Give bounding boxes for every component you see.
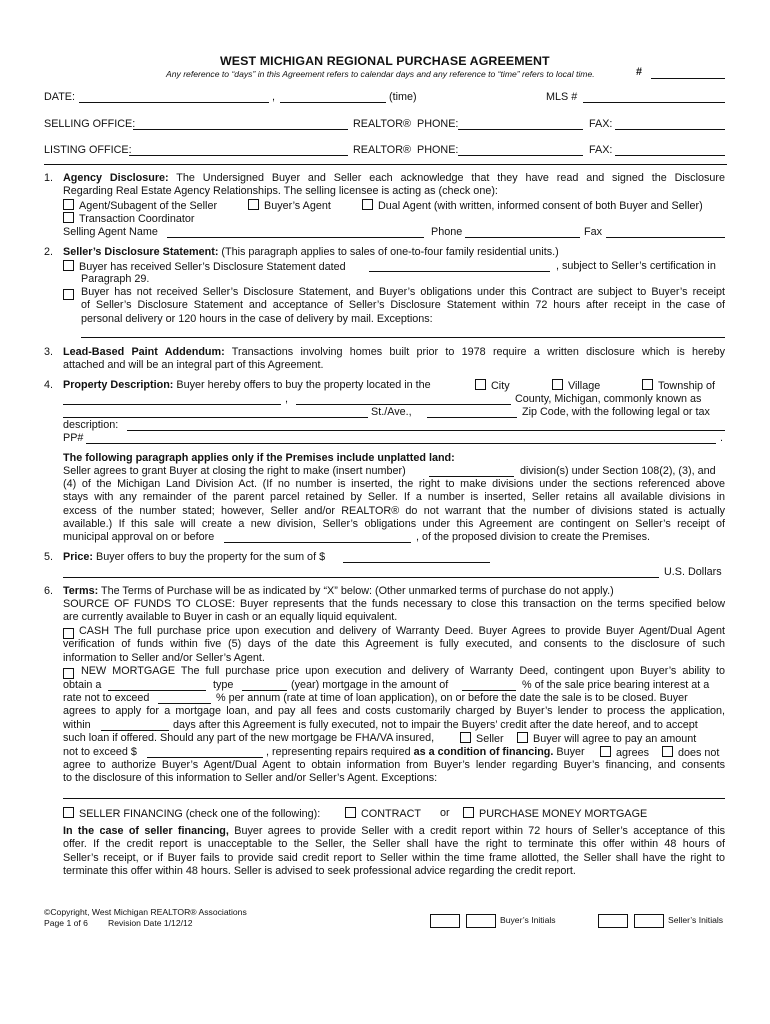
date-comma: , <box>272 91 275 103</box>
pp-number-field[interactable] <box>86 443 716 444</box>
checkbox-new-mortgage[interactable] <box>63 668 74 679</box>
mortgage-type-field[interactable] <box>108 690 206 691</box>
option-disclosure-received[interactable]: Buyer has received Seller’s Disclosure Statement dated <box>63 260 346 274</box>
mls-label: MLS # <box>546 91 578 103</box>
option-fha-buyer[interactable]: Buyer will agree to pay an amount <box>517 732 696 746</box>
price-written-field[interactable] <box>63 577 659 578</box>
listing-realtor-label: REALTOR® <box>353 144 411 156</box>
section-2-title: Seller’s Disclosure Statement: (This paragraph applies to sales of one-to-four family residential units.) <box>63 246 559 258</box>
checkbox[interactable] <box>63 807 74 818</box>
municipal-approval-date-field[interactable] <box>224 542 411 543</box>
section-2-number: 2. <box>44 246 54 258</box>
buyer-initials-box-1[interactable] <box>430 914 460 928</box>
divisions-number-field[interactable] <box>429 476 514 477</box>
section-5-number: 5. <box>44 551 54 563</box>
street-label: St./Ave., <box>371 406 412 418</box>
section-5-heading: Price: <box>63 551 94 563</box>
checkbox[interactable] <box>517 732 528 743</box>
unplatted-land-heading: The following paragraph applies only if the Premises include unplatted land: <box>63 452 455 464</box>
nm-not-exceed-label: not to exceed $ <box>63 746 137 758</box>
seller-initials-box-2[interactable] <box>634 914 664 928</box>
section-6-heading: Terms: <box>63 585 99 597</box>
checkbox-disclosure-not-received[interactable] <box>63 289 74 300</box>
unplatted-text-1a: Seller agrees to grant Buyer at closing the right to make (insert number) <box>63 465 406 477</box>
selling-realtor-label: REALTOR® <box>353 118 411 130</box>
section-1-number: 1. <box>44 172 54 184</box>
nm-rate-label: rate not to exceed <box>63 692 150 704</box>
nm-interest-label: % of the sale price bearing interest at a <box>522 679 710 691</box>
mortgage-percent-field[interactable] <box>462 690 516 691</box>
option-buyers-agent[interactable]: Buyer’s Agent <box>248 199 331 213</box>
new-mortgage-consent-text: agree to authorize Buyer’s Agent/Dual Agent to obtain information from Buyer’s lender regarding Buyer’s financing, and consents to the disclosure of this information to Seller and/or Seller’s Agent. Exceptions: <box>63 759 725 785</box>
seller-financing-text: In the case of seller financing, Buyer agrees to provide Seller with a credit report within 72 hours of Seller’s acceptance of this offer. If the credit report is unacceptable to the Seller, the Seller shall have the right to terminate this offer within 48 hours of Seller’s receipt, or if Buyer fails to provide said credit report to Seller within the time frame allotted, the Seller shall have the right to terminate this offer within 48 hours. Seller is advised to seek professional advice regarding the credit report. <box>63 825 725 877</box>
new-mortgage-line-1: NEW MORTGAGE The full purchase price upon execution and delivery of Warranty Deed, contingent upon Buyer’s ability to <box>81 665 725 677</box>
unplatted-land-text: (4) of the Michigan Land Division Act. (If no number is inserted, the right to make divisions under the sections referenced above stays with any remainder of the parent parcel retained by Seller. If a number is inserted, Seller retains all available divisions in excess of the number stated; however, Seller and/or REALTOR® do not warrant that the number of divisions stated is actually available.) If this sale will create a new division, Seller’s obligations under this Agreement are contingent on Seller’s receipt of <box>63 478 725 530</box>
selling-office-label: SELLING OFFICE: <box>44 118 136 130</box>
section-4-title: Property Description: Buyer hereby offers to buy the property located in the <box>63 379 431 391</box>
municipal-approval-text: , of the proposed division to create the Premises. <box>416 531 651 543</box>
section-6-title: Terms: The Terms of Purchase will be as indicated by “X” below: (Other unmarked terms of purchase do not apply.) <box>63 585 614 597</box>
checkbox[interactable] <box>63 199 74 210</box>
or-label: or <box>440 807 450 819</box>
nm-fha-text: such loan if offered. Should any part of the new mortgage be FHA/VA insured, <box>63 732 435 744</box>
disclosure-date-field[interactable] <box>369 271 550 272</box>
zip-code-field[interactable] <box>427 417 517 418</box>
listing-office-field[interactable] <box>129 155 348 156</box>
disclosure-not-received-text: Buyer has not received Seller’s Disclosure Statement, and Buyer’s obligations under this Contract are subject to Buyer’s receipt of Seller’s Disclosure Statement and acceptance of Seller’s Disclosure Statement within 72 hours after receipt in the case of personal delivery or 120 hours in the case of delivery by mail. Exceptions: <box>81 286 725 325</box>
option-township[interactable]: Township of <box>642 379 715 393</box>
option-seller-financing[interactable]: SELLER FINANCING (check one of the following): <box>63 807 320 821</box>
header-divider <box>44 164 727 165</box>
municipal-approval-label: municipal approval on or before <box>63 531 215 543</box>
copyright-text: ©Copyright, West Michigan REALTOR® Associations <box>44 907 247 917</box>
listing-phone-field[interactable] <box>458 155 583 156</box>
selling-agent-fax-label: Fax <box>584 226 602 238</box>
hash-label: # <box>636 66 643 78</box>
nm-within-label: within <box>63 719 91 731</box>
checkbox[interactable] <box>460 732 471 743</box>
nm-days-text: days after this Agreement is fully executed, not to impair the Buyers’ credit after the date hereof, and to accept <box>173 719 698 731</box>
option-agent-subagent[interactable]: Agent/Subagent of the Seller <box>63 199 217 213</box>
option-city[interactable]: City <box>475 379 510 393</box>
disclosure-certification-text: , subject to Seller’s certification in <box>556 260 716 272</box>
mls-field[interactable] <box>583 102 725 103</box>
section-3-heading: Lead-Based Paint Addendum: <box>63 346 225 358</box>
checkbox[interactable] <box>362 199 373 210</box>
agreement-number-field[interactable] <box>651 78 725 79</box>
nm-per-annum-text: % per annum (rate at time of loan application), on or before the date the sale is to be closed. Buyer <box>216 692 688 704</box>
nm-obtain-label: obtain a <box>63 679 102 691</box>
municipality-comma: , <box>285 393 288 405</box>
selling-agent-phone-field[interactable] <box>465 237 580 238</box>
selling-agent-phone-label: Phone <box>431 226 463 238</box>
section-3-text: Lead-Based Paint Addendum: Transactions involving homes built prior to 1978 require a written disclosure which is hereby attached and will be an integral part of this Agreement. <box>63 346 725 372</box>
listing-fax-label: FAX: <box>589 144 613 156</box>
section-3-number: 3. <box>44 346 54 358</box>
checkbox[interactable] <box>248 199 259 210</box>
seller-initials-label: Seller’s Initials <box>668 915 724 925</box>
listing-fax-field[interactable] <box>615 155 725 156</box>
source-of-funds-text: SOURCE OF FUNDS TO CLOSE: Buyer represents that the funds necessary to close this transaction on the terms specified below are currently available to Buyer in cash or an equally liquid equivalent. <box>63 598 725 624</box>
option-buyer-does-not[interactable]: does not <box>662 746 719 760</box>
revision-date: Revision Date 1/12/12 <box>108 918 193 928</box>
time-field[interactable] <box>280 102 386 103</box>
county-field[interactable] <box>296 404 511 405</box>
section-5-title: Price: Buyer offers to buy the property for the sum of $ <box>63 551 326 563</box>
description-label: description: <box>63 419 119 431</box>
paragraph-29-text: Paragraph 29. <box>81 273 150 285</box>
us-dollars-label: U.S. Dollars <box>664 566 722 578</box>
legal-description-field[interactable] <box>127 430 725 431</box>
checkbox[interactable] <box>463 807 474 818</box>
checkbox[interactable] <box>63 212 74 223</box>
option-purchase-money-mortgage[interactable]: PURCHASE MONEY MORTGAGE <box>463 807 647 821</box>
checkbox[interactable] <box>345 807 356 818</box>
checkbox[interactable] <box>475 379 486 390</box>
listing-office-label: LISTING OFFICE: <box>44 144 132 156</box>
option-village[interactable]: Village <box>552 379 600 393</box>
section-4-number: 4. <box>44 379 54 391</box>
selling-fax-field[interactable] <box>615 129 725 130</box>
checkbox[interactable] <box>63 260 74 271</box>
document-subtitle: Any reference to “days” in this Agreement refers to calendar days and any reference to “time” refers to local time. <box>166 69 595 79</box>
section-2-heading: Seller’s Disclosure Statement: <box>63 246 219 258</box>
nm-type-label: type <box>213 679 234 691</box>
time-label: (time) <box>389 91 417 103</box>
application-days-field[interactable] <box>101 730 169 731</box>
checkbox[interactable] <box>600 746 611 757</box>
street-address-field[interactable] <box>63 417 368 418</box>
section-1-heading: Agency Disclosure: <box>63 172 169 184</box>
option-fha-seller[interactable]: Seller <box>460 732 504 746</box>
mortgage-exceptions-field[interactable] <box>63 798 725 799</box>
zip-code-label: Zip Code, with the following legal or tax <box>522 406 710 418</box>
price-amount-field[interactable] <box>343 562 490 563</box>
selling-office-field[interactable] <box>133 129 348 130</box>
page-number: Page 1 of 6 <box>44 918 88 928</box>
unplatted-text-1b: division(s) under Section 108(2), (3), and <box>520 465 716 477</box>
interest-rate-field[interactable] <box>158 703 211 704</box>
selling-fax-label: FAX: <box>589 118 613 130</box>
new-mortgage-line-4: agrees to apply for a mortgage loan, and pay all fees and costs customarily charged by Buyer’s lender to process the application, <box>63 705 725 717</box>
cash-text: CASH The full purchase price upon execution and delivery of Warranty Deed. Buyer Agrees to provide Buyer Agent/Dual Agent verification of funds within five (5) days of the date this Agreement is fully executed, and consents to the disclosure of such information to Seller and/or Seller’s Agent. <box>63 625 725 664</box>
nm-amount-label: (year) mortgage in the amount of <box>291 679 449 691</box>
option-contract[interactable]: CONTRACT <box>345 807 421 821</box>
option-buyer-agrees[interactable]: agrees <box>600 746 649 760</box>
buyer-initials-box-2[interactable] <box>466 914 496 928</box>
checkbox[interactable] <box>662 746 673 757</box>
section-1-text: Agency Disclosure: The Undersigned Buyer and Seller each acknowledge that they have read and signed the Disclosure Regarding Real Estate Agency Relationships. The selling licensee is acting as (check one): <box>63 172 725 198</box>
document-title: WEST MICHIGAN REGIONAL PURCHASE AGREEMENT <box>220 54 550 68</box>
municipality-field[interactable] <box>63 404 281 405</box>
pp-label: PP# <box>63 432 84 444</box>
mortgage-years-field[interactable] <box>242 690 287 691</box>
date-label: DATE: <box>44 91 75 103</box>
listing-phone-label: PHONE: <box>417 144 459 156</box>
selling-agent-label: Selling Agent Name <box>63 226 158 238</box>
date-field[interactable] <box>79 102 269 103</box>
repairs-amount-field[interactable] <box>147 757 263 758</box>
selling-phone-label: PHONE: <box>417 118 459 130</box>
checkbox[interactable] <box>552 379 563 390</box>
checkbox[interactable] <box>642 379 653 390</box>
seller-financing-heading: In the case of seller financing, <box>63 825 229 837</box>
selling-phone-field[interactable] <box>458 129 583 130</box>
county-label: County, Michigan, commonly known as <box>515 393 702 405</box>
selling-agent-fax-field[interactable] <box>606 237 725 238</box>
disclosure-exceptions-field[interactable] <box>81 337 725 338</box>
nm-repairs-text: , representing repairs required as a condition of financing. Buyer <box>266 746 585 758</box>
section-4-heading: Property Description: <box>63 379 174 391</box>
buyer-initials-label: Buyer’s Initials <box>500 915 556 925</box>
seller-initials-box-1[interactable] <box>598 914 628 928</box>
pp-period: . <box>720 432 723 444</box>
option-dual-agent[interactable]: Dual Agent (with written, informed consent of both Buyer and Seller) <box>362 199 703 213</box>
option-transaction-coordinator[interactable]: Transaction Coordinator <box>63 212 194 226</box>
section-6-number: 6. <box>44 585 54 597</box>
selling-agent-field[interactable] <box>167 237 424 238</box>
